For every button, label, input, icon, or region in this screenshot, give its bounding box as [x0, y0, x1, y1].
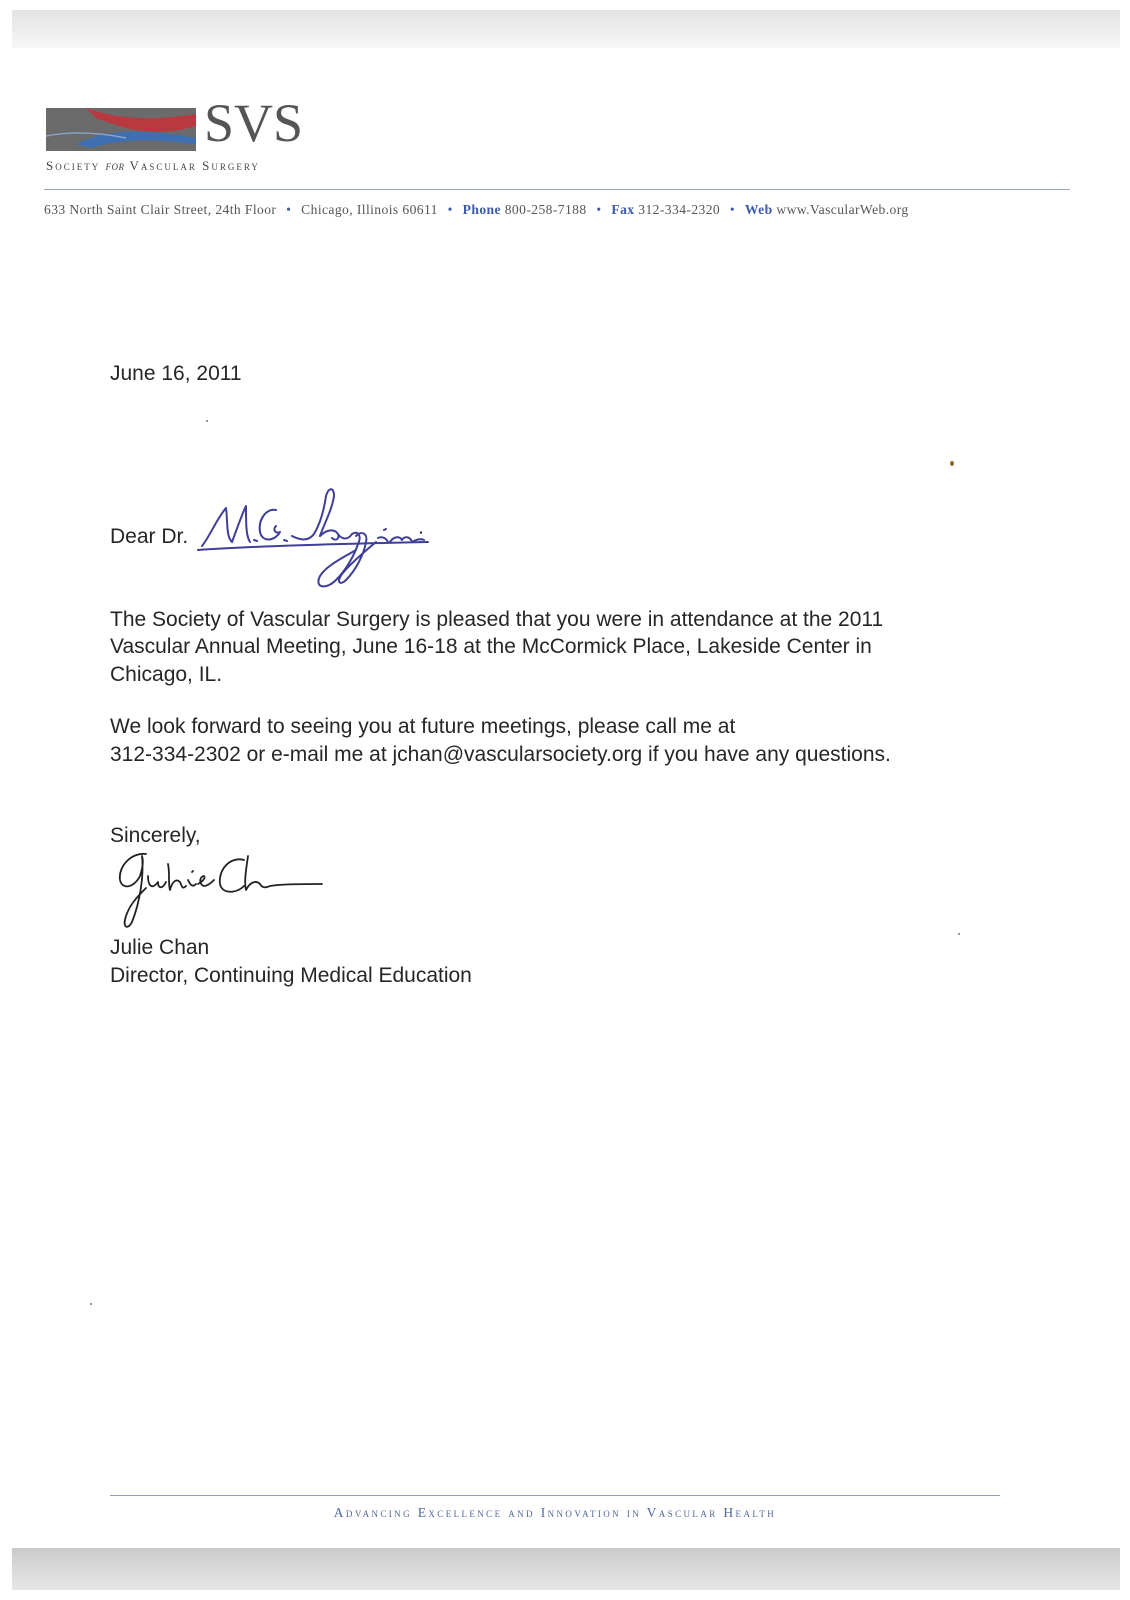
web-value: www.VascularWeb.org [776, 202, 909, 217]
paragraph-2-line-1: We look forward to seeing you at future meetings, please call me at [110, 715, 736, 738]
logo-wordmark: SVS [204, 93, 304, 153]
footer-tagline: Advancing Excellence and Innovation in Vascular Health [333, 1505, 777, 1520]
address-city: Chicago, Illinois 60611 [301, 202, 438, 217]
address-street: 633 North Saint Clair Street, 24th Floor [44, 202, 277, 217]
scan-speck [90, 1303, 92, 1305]
phone-label: Phone [462, 202, 501, 217]
bullet-separator: • [596, 202, 602, 217]
fax-label: Fax [611, 202, 635, 217]
signer-name: Julie Chan [110, 936, 210, 959]
scan-speck [950, 461, 954, 466]
footer-rule [110, 1495, 1000, 1496]
scan-speck [206, 420, 208, 422]
bullet-separator: • [729, 202, 736, 217]
salutation-suffix: : [418, 525, 424, 548]
letterhead-address-line [44, 202, 909, 218]
scan-top-shadow [12, 10, 1120, 48]
paragraph-2-line-2: 312-334-2302 or e-mail me at jchan@vascularsociety.org if you have any questions. [110, 743, 891, 766]
salutation-prefix: Dear Dr. [110, 525, 189, 548]
scan-speck [958, 933, 960, 935]
fax-value: 312-334-2320 [638, 202, 721, 217]
society-name-for: for [105, 158, 125, 173]
society-name-post: Vascular Surgery [129, 158, 260, 173]
phone-value: 800-258-7188 [504, 202, 587, 217]
scan-bottom-shadow [12, 1548, 1120, 1590]
recipient-signature [196, 480, 446, 610]
letter-date: June 16, 2011 [110, 362, 242, 385]
society-name-pre: Society [46, 158, 101, 173]
svs-logo-graphic [46, 108, 196, 151]
bullet-separator: • [447, 202, 453, 217]
header-rule [44, 189, 1070, 190]
society-name [46, 158, 260, 174]
paragraph-1-line-3: Chicago, IL. [110, 663, 223, 686]
closing: Sincerely, [110, 824, 201, 847]
bullet-separator: • [286, 202, 292, 217]
signer-title: Director, Continuing Medical Education [110, 964, 472, 987]
paragraph-1-line-2: Vascular Annual Meeting, June 16-18 at the McCormick Place, Lakeside Center in [110, 635, 872, 658]
sender-signature [112, 846, 332, 936]
web-label: Web [744, 202, 773, 217]
paragraph-1-line-1: The Society of Vascular Surgery is pleased that you were in attendance at the 2011 [110, 608, 884, 631]
